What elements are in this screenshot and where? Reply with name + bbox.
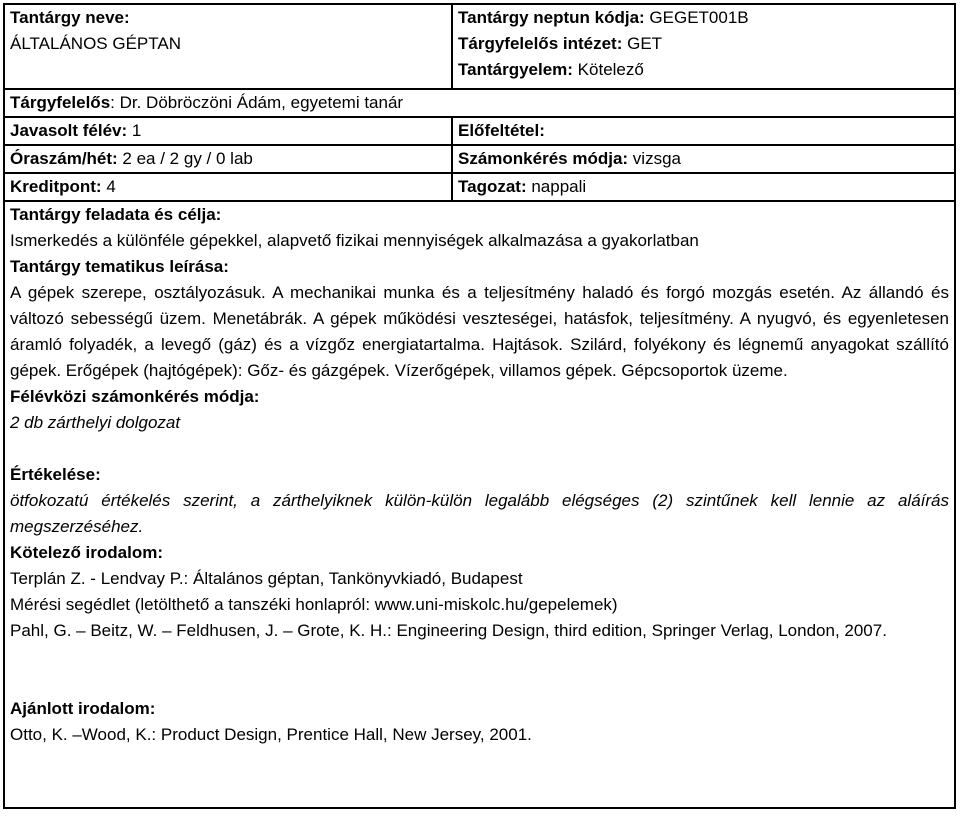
semester-label: Javasolt félév: [10, 121, 128, 140]
spacer [10, 644, 949, 696]
hours-value: 2 ea / 2 gy / 0 lab [117, 149, 253, 168]
subject-name-cell [5, 5, 453, 88]
prerequisite-cell [453, 118, 954, 144]
header-block [5, 5, 954, 90]
subject-type-label: Tantárgyelem: [458, 60, 573, 79]
subject-type-value: Kötelező [572, 60, 644, 79]
hours-row [5, 146, 954, 174]
responsible-value: : Dr. Döbröczöni Ádám, egyetemi tanár [110, 93, 404, 112]
exam-type-label: Számonkérés módja: [458, 149, 629, 168]
institute-line [458, 31, 949, 57]
department-value: nappali [526, 177, 587, 196]
description-label: Tantárgy tematikus leírása: [10, 257, 229, 276]
semester-value: 1 [127, 121, 142, 140]
subject-meta-cell [453, 5, 954, 88]
subject-type-line [458, 57, 949, 83]
goal-text: Ismerkedés a különféle gépekkel, alapvető fizikai mennyiségek alkalmazása a gyakorlatban [10, 231, 699, 250]
semester-cell [5, 118, 453, 144]
hours-label: Óraszám/hét: [10, 149, 118, 168]
spacer [10, 436, 949, 462]
description-text: A gépek szerepe, osztályozásuk. A mechanikai munka és a teljesítmény haladó és forgó mozgás esetén. Az állandó és változó sebességű üzem. Menetábrák. A gépek működési veszteségei, hatásfok, teljesítmény. A nyugvó, és egyenletesen áramló folyadék, a levegő (gáz) és a vízgőz energiatartalma. Hajtások. Szilárd, folyékony és légnemű anyagokat szállító gépek. Erőgépek (hajtógépek): Gőz- és gázgépek. Vízerőgépek, villamos gépek. Gépcsoportok üzeme. [10, 283, 949, 380]
recommended-literature-item: Otto, K. –Wood, K.: Product Design, Prentice Hall, New Jersey, 2001. [10, 725, 532, 744]
credits-value: 4 [101, 177, 116, 196]
required-literature-label: Kötelező irodalom: [10, 543, 164, 562]
responsible-label: Tárgyfelelős [10, 93, 111, 112]
neptun-code-label: Tantárgy neptun kódja: [458, 8, 645, 27]
responsible-row [5, 90, 954, 118]
subject-name-label: Tantárgy neve: [10, 8, 130, 27]
department-cell [453, 174, 954, 200]
department-label: Tagozat: [458, 177, 527, 196]
exam-type-cell [453, 146, 954, 172]
subject-name-value: ÁLTALÁNOS GÉPTAN [10, 34, 181, 53]
exam-type-value: vizsga [628, 149, 681, 168]
hours-cell [5, 146, 453, 172]
credits-row [5, 174, 954, 202]
neptun-code-value: GEGET001B [644, 8, 749, 27]
credits-label: Kreditpont: [10, 177, 102, 196]
institute-label: Tárgyfelelős intézet: [458, 34, 623, 53]
midterm-label: Félévközi számonkérés módja: [10, 387, 260, 406]
evaluation-label: Értékelése: [10, 465, 101, 484]
required-literature-item: Terplán Z. - Lendvay P.: Általános géptan, Tankönyvkiadó, Budapest [10, 569, 523, 588]
course-datasheet [3, 3, 956, 809]
credits-cell [5, 174, 453, 200]
midterm-text: 2 db zárthelyi dolgozat [10, 413, 181, 432]
recommended-literature-label: Ajánlott irodalom: [10, 699, 156, 718]
goal-label: Tantárgy feladata és célja: [10, 205, 222, 224]
body-block [5, 202, 954, 748]
semester-row [5, 118, 954, 146]
required-literature-item: Pahl, G. – Beitz, W. – Feldhusen, J. – Grote, K. H.: Engineering Design, third edition, Springer Verlag, London, 2007. [10, 621, 887, 640]
prerequisite-label: Előfeltétel: [458, 121, 545, 140]
institute-value: GET [622, 34, 663, 53]
evaluation-text: ötfokozatú értékelés szerint, a zárthelyiknek külön-külön legalább elégséges (2) szintűnek kell lennie az aláírás megszerzéséhez. [10, 491, 949, 536]
neptun-code-line [458, 5, 949, 31]
required-literature-item: Mérési segédlet (letölthető a tanszéki honlapról: www.uni-miskolc.hu/gepelemek) [10, 595, 618, 614]
